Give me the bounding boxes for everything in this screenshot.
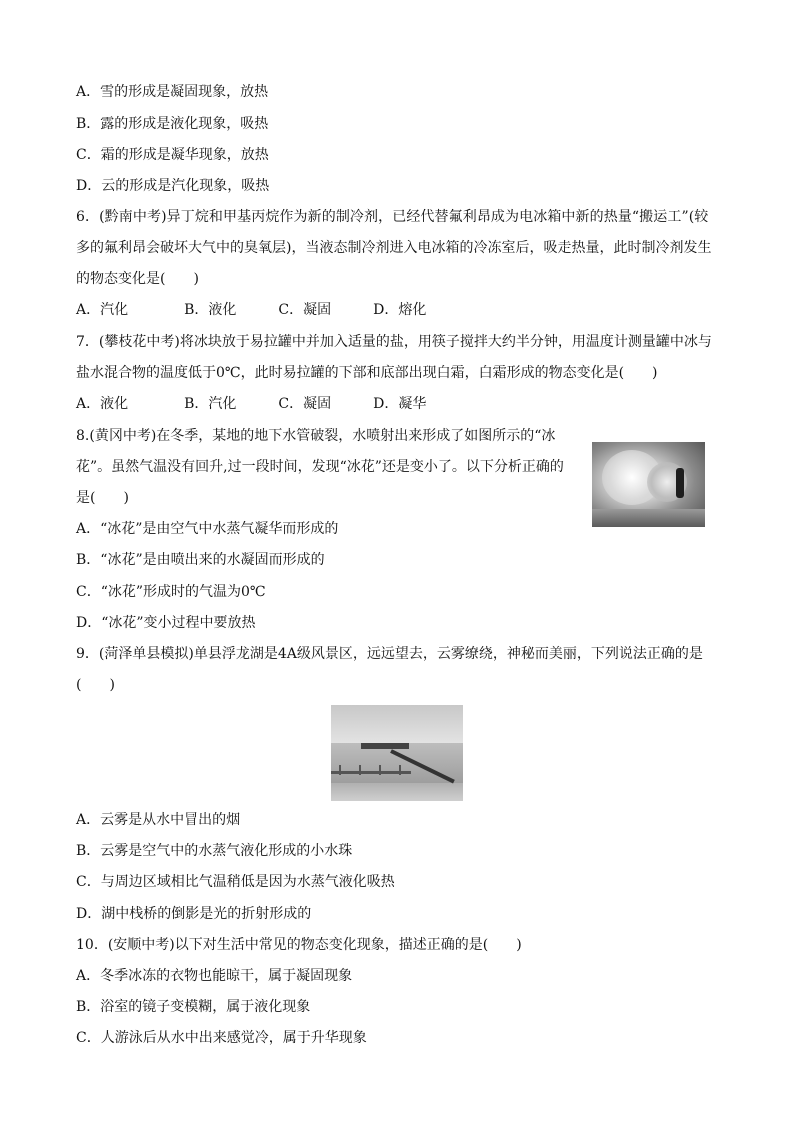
sky bbox=[331, 705, 463, 743]
q9-option-c: C．与周边区域相比气温稍低是因为水蒸气液化吸热 bbox=[76, 874, 395, 890]
q6-stem-line-3: 的物态变化是( ) bbox=[76, 271, 199, 287]
q9-stem-line-2: ( ) bbox=[76, 677, 115, 693]
q6-stem-line-2: 多的氟利昂会破坏大气中的臭氧层)，当液态制冷剂进入电冰箱的冷冻室后，吸走热量，此时制冷剂发生 bbox=[76, 240, 712, 256]
q6-stem-line-1: 6．(黔南中考)异丁烷和甲基丙烷作为新的制冷剂，已经代替氟利昂成为电冰箱中新的热量“搬运工”(较 bbox=[76, 209, 709, 225]
q8-stem-line-2: 花”。虽然气温没有回升,过一段时间，发现“冰花”还是变小了。以下分析正确的 bbox=[76, 459, 564, 475]
q9-option-a: A．云雾是从水中冒出的烟 bbox=[76, 812, 241, 828]
ice-flower-photo bbox=[592, 442, 705, 527]
q7-stem-line-2: 盐水混合物的温度低于0℃，此时易拉罐的下部和底部出现白霜，白霜形成的物态变化是( ) bbox=[76, 365, 658, 381]
rail-post bbox=[379, 765, 381, 775]
q10-stem-line-1: 10．(安顺中考)以下对生活中常见的物态变化现象，描述正确的是( ) bbox=[76, 937, 522, 953]
q10-option-a: A．冬季冰冻的衣物也能晾干，属于凝固现象 bbox=[76, 968, 353, 984]
q5-option-d: D．云的形成是汽化现象，吸热 bbox=[76, 178, 270, 194]
q7-stem-line-1: 7．(攀枝花中考)将冰块放于易拉罐中并加入适量的盐，用筷子搅拌大约半分钟，用温度计测量罐中冰与 bbox=[76, 334, 712, 350]
q10-option-c: C．人游泳后从水中出来感觉冷，属于升华现象 bbox=[76, 1030, 367, 1046]
q8-option-c: C．“冰花”形成时的气温为0℃ bbox=[76, 584, 266, 600]
person-silhouette bbox=[676, 468, 684, 498]
q6-options: A．汽化 B．液化 C．凝固 D．熔化 bbox=[76, 302, 427, 318]
lake-pier-photo bbox=[331, 705, 463, 801]
q8-stem-line-3: 是( ) bbox=[76, 490, 129, 506]
q8-option-d: D．“冰花”变小过程中要放热 bbox=[76, 615, 256, 631]
q8-stem-line-1: 8.(黄冈中考)在冬季，某地的地下水管破裂，水喷射出来形成了如图所示的“冰 bbox=[76, 428, 556, 444]
rail-post bbox=[339, 765, 341, 775]
q7-options: A．液化 B．汽化 C．凝固 D．凝华 bbox=[76, 396, 427, 412]
q9-stem-line-1: 9．(菏泽单县模拟)单县浮龙湖是4A级风景区，远远望去，云雾缭绕，神秘而美丽，下列说法正确的是 bbox=[76, 646, 703, 662]
q5-option-c: C．霜的形成是凝华现象，放热 bbox=[76, 147, 269, 163]
q9-option-b: B．云雾是空气中的水蒸气液化形成的小水珠 bbox=[76, 843, 353, 859]
q5-option-a: A．雪的形成是凝固现象，放热 bbox=[76, 84, 269, 100]
pavilion bbox=[361, 743, 409, 749]
q10-option-b: B．浴室的镜子变模糊，属于液化现象 bbox=[76, 999, 311, 1015]
q8-option-a: A．“冰花”是由空气中水蒸气凝华而形成的 bbox=[76, 521, 339, 537]
snowy-ground bbox=[592, 509, 705, 527]
q8-option-b: B．“冰花”是由喷出来的水凝固而形成的 bbox=[76, 552, 325, 568]
rail-post bbox=[399, 765, 401, 775]
rail-post bbox=[359, 765, 361, 775]
q9-option-d: D．湖中栈桥的倒影是光的折射形成的 bbox=[76, 906, 312, 922]
q5-option-b: B．露的形成是液化现象，吸热 bbox=[76, 116, 269, 132]
shore bbox=[331, 783, 463, 801]
